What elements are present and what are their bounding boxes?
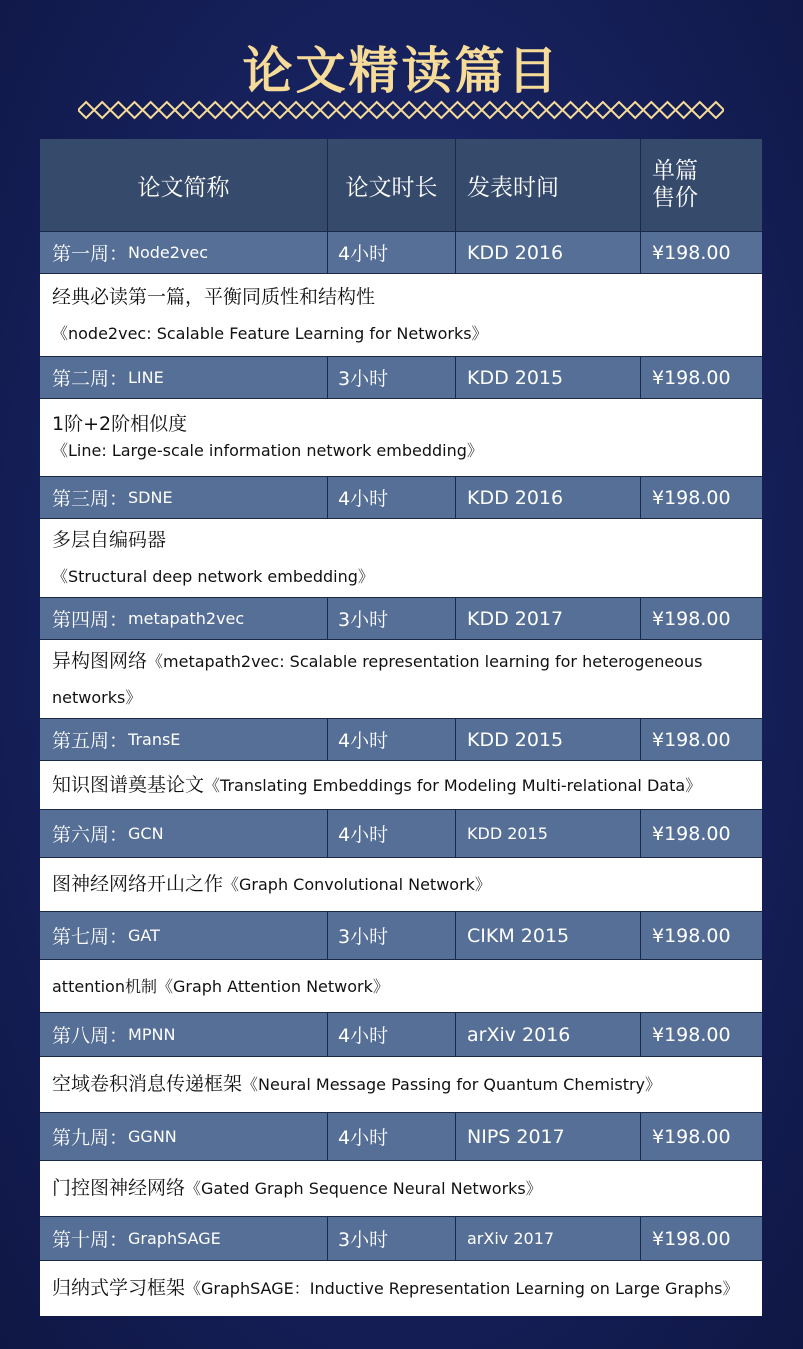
duration-cell: 4小时 bbox=[328, 232, 456, 273]
description-en: 《Graph Convolutional Network》 bbox=[223, 875, 491, 894]
description-line bbox=[52, 643, 756, 680]
diamond-link bbox=[336, 102, 352, 118]
header-duration: 论文时长 bbox=[328, 139, 456, 231]
week-label bbox=[40, 1113, 328, 1160]
diamond-link bbox=[546, 102, 562, 118]
diamond-link bbox=[482, 102, 498, 118]
diamond-link bbox=[676, 102, 692, 118]
paper-short-name: GCN bbox=[128, 824, 164, 843]
duration-cell: 3小时 bbox=[328, 598, 456, 639]
week-row bbox=[40, 809, 762, 857]
venue-cell: KDD 2016 bbox=[456, 477, 641, 518]
description-row bbox=[40, 398, 762, 476]
diamond-link bbox=[175, 102, 191, 118]
venue-cell: arXiv 2017 bbox=[456, 1217, 641, 1260]
week-label bbox=[40, 232, 328, 273]
diamond-link bbox=[272, 102, 288, 118]
week-row bbox=[40, 476, 762, 518]
diamond-link bbox=[191, 102, 207, 118]
week-label bbox=[40, 912, 328, 959]
paper-short-name: MPNN bbox=[128, 1025, 176, 1044]
diamond-link bbox=[627, 102, 643, 118]
header-price: 单篇 售价 bbox=[652, 158, 698, 211]
description-row bbox=[40, 959, 762, 1012]
paper-table bbox=[40, 139, 762, 1316]
description-zh: 图神经网络开山之作 bbox=[52, 873, 224, 895]
description-row bbox=[40, 1056, 762, 1112]
table-body bbox=[40, 231, 762, 1316]
week-number: 第六周： bbox=[52, 824, 129, 846]
diamond-link bbox=[223, 102, 239, 118]
diamond-link bbox=[320, 102, 336, 118]
week-number: 第七周： bbox=[52, 926, 129, 948]
duration-cell: 4小时 bbox=[328, 477, 456, 518]
duration-cell: 4小时 bbox=[328, 1013, 456, 1056]
diamond-link bbox=[611, 102, 627, 118]
paper-title: 《node2vec: Scalable Feature Learning for Networks》 bbox=[52, 323, 488, 343]
description-en: 《Translating Embeddings for Modeling Multi-relational Data》 bbox=[204, 775, 702, 795]
diamond-link bbox=[401, 102, 417, 118]
venue-cell: KDD 2017 bbox=[456, 598, 641, 639]
description-line bbox=[52, 767, 756, 804]
week-row bbox=[40, 1216, 762, 1260]
paper-short-name: TransE bbox=[128, 730, 181, 749]
description-line bbox=[52, 1270, 756, 1307]
price-cell: ¥198.00 bbox=[652, 1227, 731, 1250]
description-line bbox=[52, 968, 756, 1005]
paper-title-line bbox=[52, 438, 756, 464]
description-en: 《Neural Message Passing for Quantum Chemistry》 bbox=[242, 1075, 662, 1094]
description-row bbox=[40, 1260, 762, 1316]
description-zh: 空域卷积消息传递框架 bbox=[52, 1073, 243, 1095]
price-cell: ¥198.00 bbox=[652, 486, 731, 509]
week-label bbox=[40, 1217, 328, 1260]
week-number: 第九周： bbox=[52, 1127, 129, 1149]
paper-short-name: GAT bbox=[128, 926, 160, 945]
description-line bbox=[52, 411, 756, 438]
header-publish-date: 发表时间 bbox=[456, 139, 641, 231]
week-row bbox=[40, 718, 762, 760]
duration-cell: 4小时 bbox=[328, 810, 456, 857]
diamond-link bbox=[207, 102, 223, 118]
description-line bbox=[52, 1066, 756, 1103]
diamond-link bbox=[159, 102, 175, 118]
description-row bbox=[40, 857, 762, 911]
paper-title-line bbox=[52, 559, 756, 595]
venue-cell: KDD 2016 bbox=[456, 232, 641, 273]
diamond-link bbox=[143, 102, 159, 118]
description-zh: 多层自编码器 bbox=[52, 528, 167, 551]
week-label bbox=[40, 810, 328, 857]
description-zh: 门控图神经网络 bbox=[52, 1177, 186, 1199]
venue-cell: CIKM 2015 bbox=[456, 912, 641, 959]
diamond-link bbox=[353, 102, 369, 118]
diamond-link bbox=[126, 102, 142, 118]
description-zh: 异构图网络 bbox=[52, 649, 148, 672]
week-number: 第三周： bbox=[52, 488, 129, 510]
paper-short-name: Node2vec bbox=[128, 243, 209, 262]
paper-title-line bbox=[52, 680, 756, 716]
week-label bbox=[40, 598, 328, 639]
week-number: 第一周： bbox=[52, 243, 129, 265]
week-label bbox=[40, 357, 328, 398]
week-number: 第五周： bbox=[52, 730, 129, 752]
week-row bbox=[40, 1012, 762, 1056]
description-zh: 1阶+2阶相似度 bbox=[52, 413, 188, 435]
week-number: 第十周： bbox=[52, 1229, 129, 1251]
diamond-link bbox=[498, 102, 514, 118]
description-zh: 知识图谱奠基论文 bbox=[52, 773, 205, 796]
price-cell: ¥198.00 bbox=[652, 366, 731, 389]
diamond-link bbox=[94, 102, 110, 118]
duration-cell: 3小时 bbox=[328, 1217, 456, 1260]
week-row bbox=[40, 597, 762, 639]
venue-cell: KDD 2015 bbox=[456, 719, 641, 760]
price-cell: ¥198.00 bbox=[652, 241, 731, 264]
paper-title: 《Structural deep network embedding》 bbox=[52, 566, 374, 586]
diamond-link bbox=[466, 102, 482, 118]
description-en: 《Gated Graph Sequence Neural Networks》 bbox=[185, 1179, 542, 1198]
description-en: 《GraphSAGE：Inductive Representation Learning on Large Graphs》 bbox=[185, 1279, 739, 1298]
description-line bbox=[52, 279, 756, 316]
description-row bbox=[40, 760, 762, 809]
diamond-link bbox=[449, 102, 465, 118]
description-line bbox=[52, 522, 756, 559]
price-cell: ¥198.00 bbox=[652, 728, 731, 751]
description-zh: 归纳式学习框架 bbox=[52, 1277, 186, 1299]
paper-short-name: SDNE bbox=[128, 488, 173, 507]
diamond-link bbox=[256, 102, 272, 118]
week-label bbox=[40, 719, 328, 760]
diamond-link bbox=[78, 102, 94, 118]
diamond-chain-divider bbox=[78, 99, 724, 121]
price-cell: ¥198.00 bbox=[652, 1125, 731, 1148]
week-row bbox=[40, 1112, 762, 1160]
diamond-link bbox=[304, 102, 320, 118]
diamond-link bbox=[595, 102, 611, 118]
diamond-link bbox=[692, 102, 708, 118]
description-zh: 经典必读第一篇，平衡同质性和结构性 bbox=[52, 285, 376, 308]
description-row bbox=[40, 273, 762, 356]
week-row bbox=[40, 231, 762, 273]
duration-cell: 3小时 bbox=[328, 357, 456, 398]
description-line bbox=[52, 1170, 756, 1207]
price-cell: ¥198.00 bbox=[652, 1023, 731, 1046]
venue-cell: NIPS 2017 bbox=[456, 1113, 641, 1160]
paper-short-name: GraphSAGE bbox=[128, 1229, 221, 1248]
venue-cell: KDD 2015 bbox=[456, 357, 641, 398]
diamond-link bbox=[643, 102, 659, 118]
diamond-link bbox=[110, 102, 126, 118]
diamond-link bbox=[514, 102, 530, 118]
duration-cell: 3小时 bbox=[328, 912, 456, 959]
header-short-name: 论文简称 bbox=[40, 139, 328, 231]
diamond-link bbox=[288, 102, 304, 118]
week-row bbox=[40, 911, 762, 959]
description-row bbox=[40, 639, 762, 718]
diamond-link bbox=[240, 102, 256, 118]
diamond-link bbox=[417, 102, 433, 118]
duration-cell: 4小时 bbox=[328, 719, 456, 760]
diamond-link bbox=[369, 102, 385, 118]
description-en: 《metapath2vec: Scalable representation learning for heterogeneous bbox=[147, 651, 703, 671]
diamond-link bbox=[385, 102, 401, 118]
paper-title: 《Line: Large-scale information network embedding》 bbox=[52, 441, 483, 460]
diamond-link bbox=[708, 102, 724, 118]
description-row bbox=[40, 1160, 762, 1216]
diamond-link bbox=[530, 102, 546, 118]
week-row bbox=[40, 356, 762, 398]
diamond-link bbox=[579, 102, 595, 118]
paper-short-name: GGNN bbox=[128, 1127, 177, 1146]
paper-short-name: metapath2vec bbox=[128, 609, 245, 628]
price-cell: ¥198.00 bbox=[652, 822, 731, 845]
description-line bbox=[52, 866, 756, 903]
diamond-link bbox=[433, 102, 449, 118]
paper-title: networks》 bbox=[52, 687, 142, 707]
week-number: 第八周： bbox=[52, 1025, 129, 1047]
venue-cell: arXiv 2016 bbox=[456, 1013, 641, 1056]
price-cell: ¥198.00 bbox=[652, 924, 731, 947]
diamond-link bbox=[563, 102, 579, 118]
page-title: 论文精读篇目 bbox=[242, 42, 561, 100]
week-number: 第四周： bbox=[52, 609, 129, 631]
price-cell: ¥198.00 bbox=[652, 607, 731, 630]
description-en: attention机制《Graph Attention Network》 bbox=[52, 976, 389, 996]
venue-cell: KDD 2015 bbox=[456, 810, 641, 857]
week-number: 第二周： bbox=[52, 368, 129, 390]
diamond-link bbox=[659, 102, 675, 118]
description-row bbox=[40, 518, 762, 597]
week-label bbox=[40, 477, 328, 518]
paper-title-line bbox=[52, 316, 756, 352]
duration-cell: 4小时 bbox=[328, 1113, 456, 1160]
paper-short-name: LINE bbox=[128, 368, 164, 387]
table-header bbox=[40, 139, 762, 231]
week-label bbox=[40, 1013, 328, 1056]
